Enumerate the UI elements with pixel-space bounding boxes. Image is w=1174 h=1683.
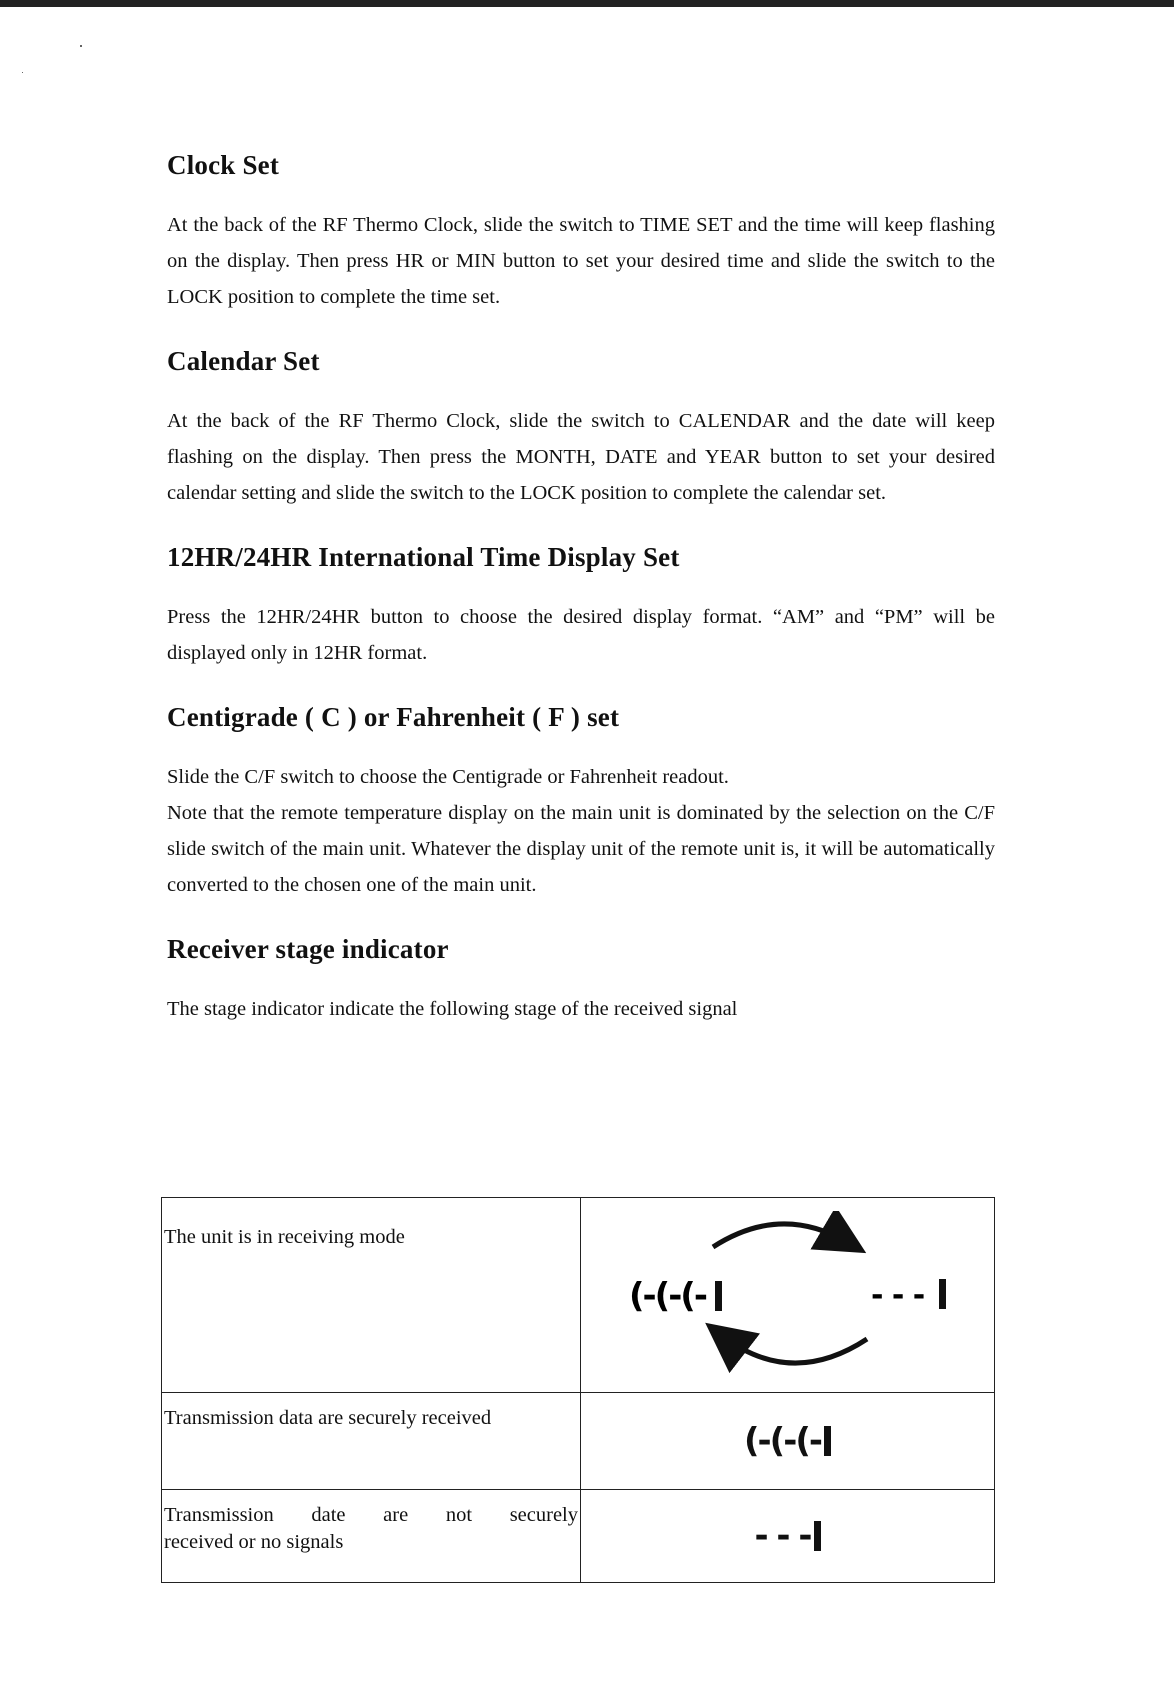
signal-none-glyph: - - - (871, 1278, 925, 1313)
signal-none-icon (754, 1516, 820, 1556)
table-cell-icon (581, 1490, 995, 1583)
section-paragraph: The stage indicator indicate the following stage of the received signal (167, 998, 738, 1020)
arrow-top-icon (713, 1224, 849, 1247)
table-cell-description (162, 1490, 581, 1583)
signal-strong-icon (744, 1421, 831, 1461)
section-temperature-unit-set (167, 702, 995, 903)
section-heading: Calendar Set (167, 346, 320, 376)
table-cell-icon (581, 1198, 995, 1393)
description-line: Transmission date are not securely (164, 1504, 578, 1526)
section-paragraph: Press the 12HR/24HR button to choose the desired display format. “AM” and “PM” will be displayed only in 12HR format. (167, 606, 995, 664)
table-cell-icon (581, 1393, 995, 1490)
receiving-cycle-icon (581, 1211, 994, 1379)
top-border-rule (0, 0, 1174, 7)
signal-bar (814, 1521, 821, 1551)
signal-bar (715, 1281, 722, 1311)
section-paragraph: Slide the C/F switch to choose the Centigrade or Fahrenheit readout. (167, 766, 729, 788)
section-clock-set (167, 150, 995, 315)
section-heading: Receiver stage indicator (167, 934, 449, 964)
receiving-cycle-diagram (581, 1211, 994, 1379)
section-paragraph: Note that the remote temperature display on the main unit is dominated by the selection on the C/F slide switch of the main unit. Whatever the display unit of the remote unit is, it will be automatically converted to the chosen one of the main unit. (167, 802, 995, 896)
signal-strong-glyph: (-(-(- (744, 1421, 821, 1461)
section-paragraph: At the back of the RF Thermo Clock, slide the switch to TIME SET and the time will keep flashing on the display. Then press HR or MIN button to set your desired time and slide the switch to the LOCK position to complete the time set. (167, 214, 995, 308)
signal-strong-glyph: (-(-(- (629, 1276, 706, 1316)
description-line: received or no signals (164, 1531, 344, 1553)
section-heading: Clock Set (167, 150, 280, 180)
indicator-table (161, 1197, 995, 1583)
arrow-bottom-icon (721, 1335, 867, 1363)
table-cell-description: Transmission data are securely received (162, 1393, 581, 1490)
section-time-display-set (167, 542, 995, 671)
scan-speck (80, 45, 82, 47)
section-receiver-stage-indicator (167, 934, 995, 1027)
table-row (162, 1393, 995, 1490)
signal-bar (824, 1426, 831, 1456)
table-row (162, 1490, 995, 1583)
scan-speck (22, 72, 23, 73)
section-paragraph: At the back of the RF Thermo Clock, slide the switch to CALENDAR and the date will keep flashing on the display. Then press the MONTH, DATE and YEAR button to set your desired calendar setting and slide the switch to the LOCK position to complete the calendar set. (167, 410, 995, 504)
section-heading: Centigrade ( C ) or Fahrenheit ( F ) set (167, 702, 620, 732)
table-cell-description: The unit is in receiving mode (162, 1198, 581, 1393)
signal-none-glyph: - - - (754, 1516, 811, 1556)
section-heading: 12HR/24HR International Time Display Set (167, 542, 680, 572)
table-row (162, 1198, 995, 1393)
signal-bar (939, 1279, 946, 1309)
section-calendar-set (167, 346, 995, 511)
document-body (167, 150, 995, 1065)
